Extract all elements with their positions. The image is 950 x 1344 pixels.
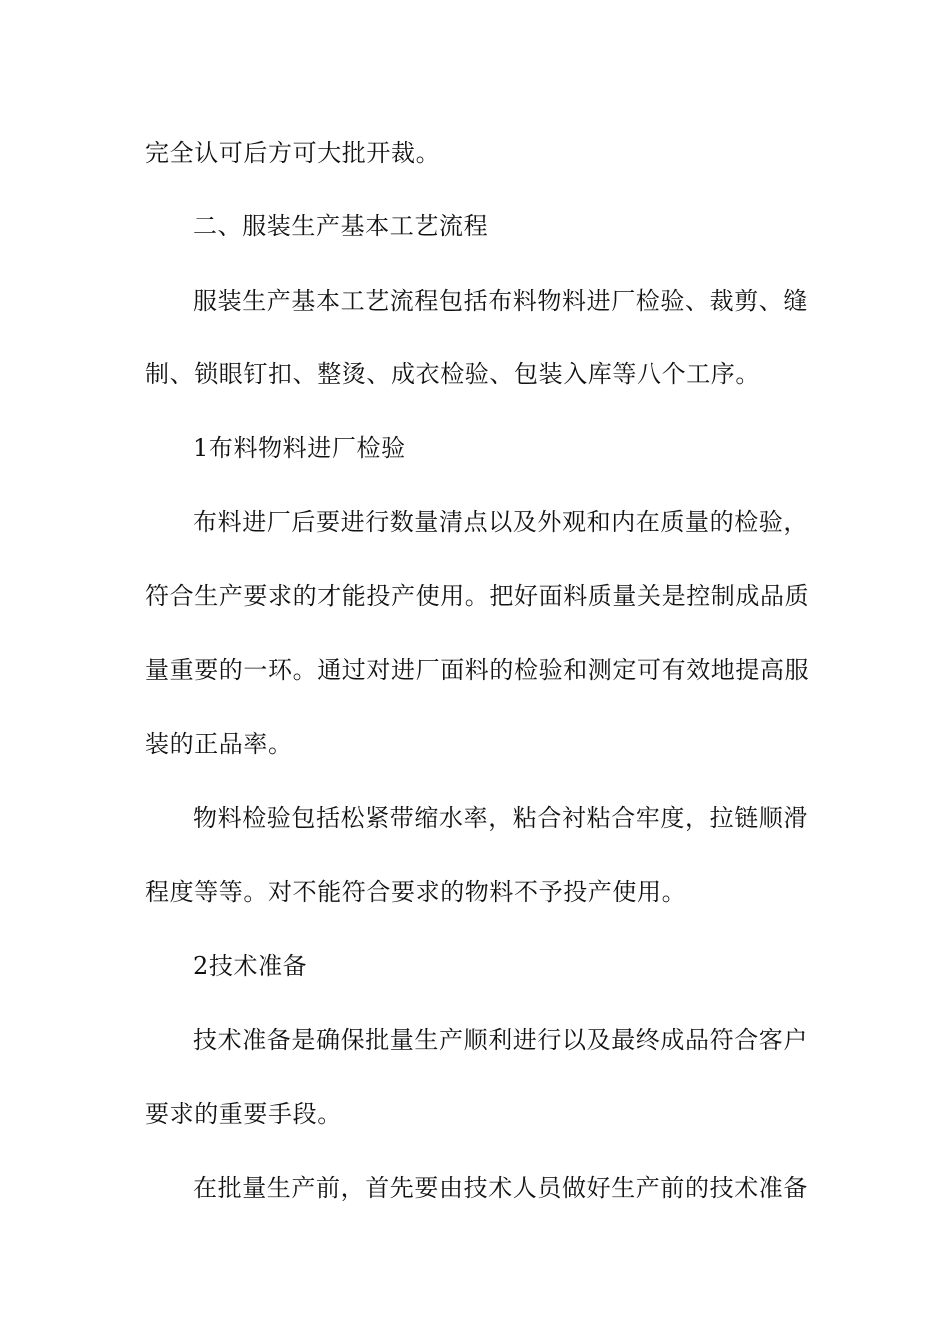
paragraph-line: 完全认可后方可大批开裁。 <box>145 139 441 167</box>
subsection-heading: 2技术准备 <box>193 952 308 980</box>
subsection-heading: 1布料物料进厂检验 <box>193 434 406 462</box>
paragraph-line: 量重要的一环。通过对进厂面料的检验和测定可有效地提高服 <box>145 656 810 684</box>
section-heading: 二、服装生产基本工艺流程 <box>193 212 489 240</box>
paragraph-line: 在批量生产前，首先要由技术人员做好生产前的技术准备 <box>193 1174 808 1202</box>
paragraph-line: 技术准备是确保批量生产顺利进行以及最终成品符合客户 <box>193 1026 808 1054</box>
paragraph-line: 布料进厂后要进行数量清点以及外观和内在质量的检验， <box>193 508 808 536</box>
paragraph-line: 服装生产基本工艺流程包括布料物料进厂检验、裁剪、缝 <box>193 287 808 315</box>
paragraph-line: 程度等等。对不能符合要求的物料不予投产使用。 <box>145 878 687 906</box>
paragraph-line: 要求的重要手段。 <box>145 1100 342 1128</box>
paragraph-line: 装的正品率。 <box>145 730 293 758</box>
paragraph-line: 符合生产要求的才能投产使用。把好面料质量关是控制成品质 <box>145 582 810 610</box>
paragraph-line: 制、锁眼钉扣、整烫、成衣检验、包装入库等八个工序。 <box>145 360 760 388</box>
paragraph-line: 物料检验包括松紧带缩水率，粘合衬粘合牢度，拉链顺滑 <box>193 804 808 832</box>
